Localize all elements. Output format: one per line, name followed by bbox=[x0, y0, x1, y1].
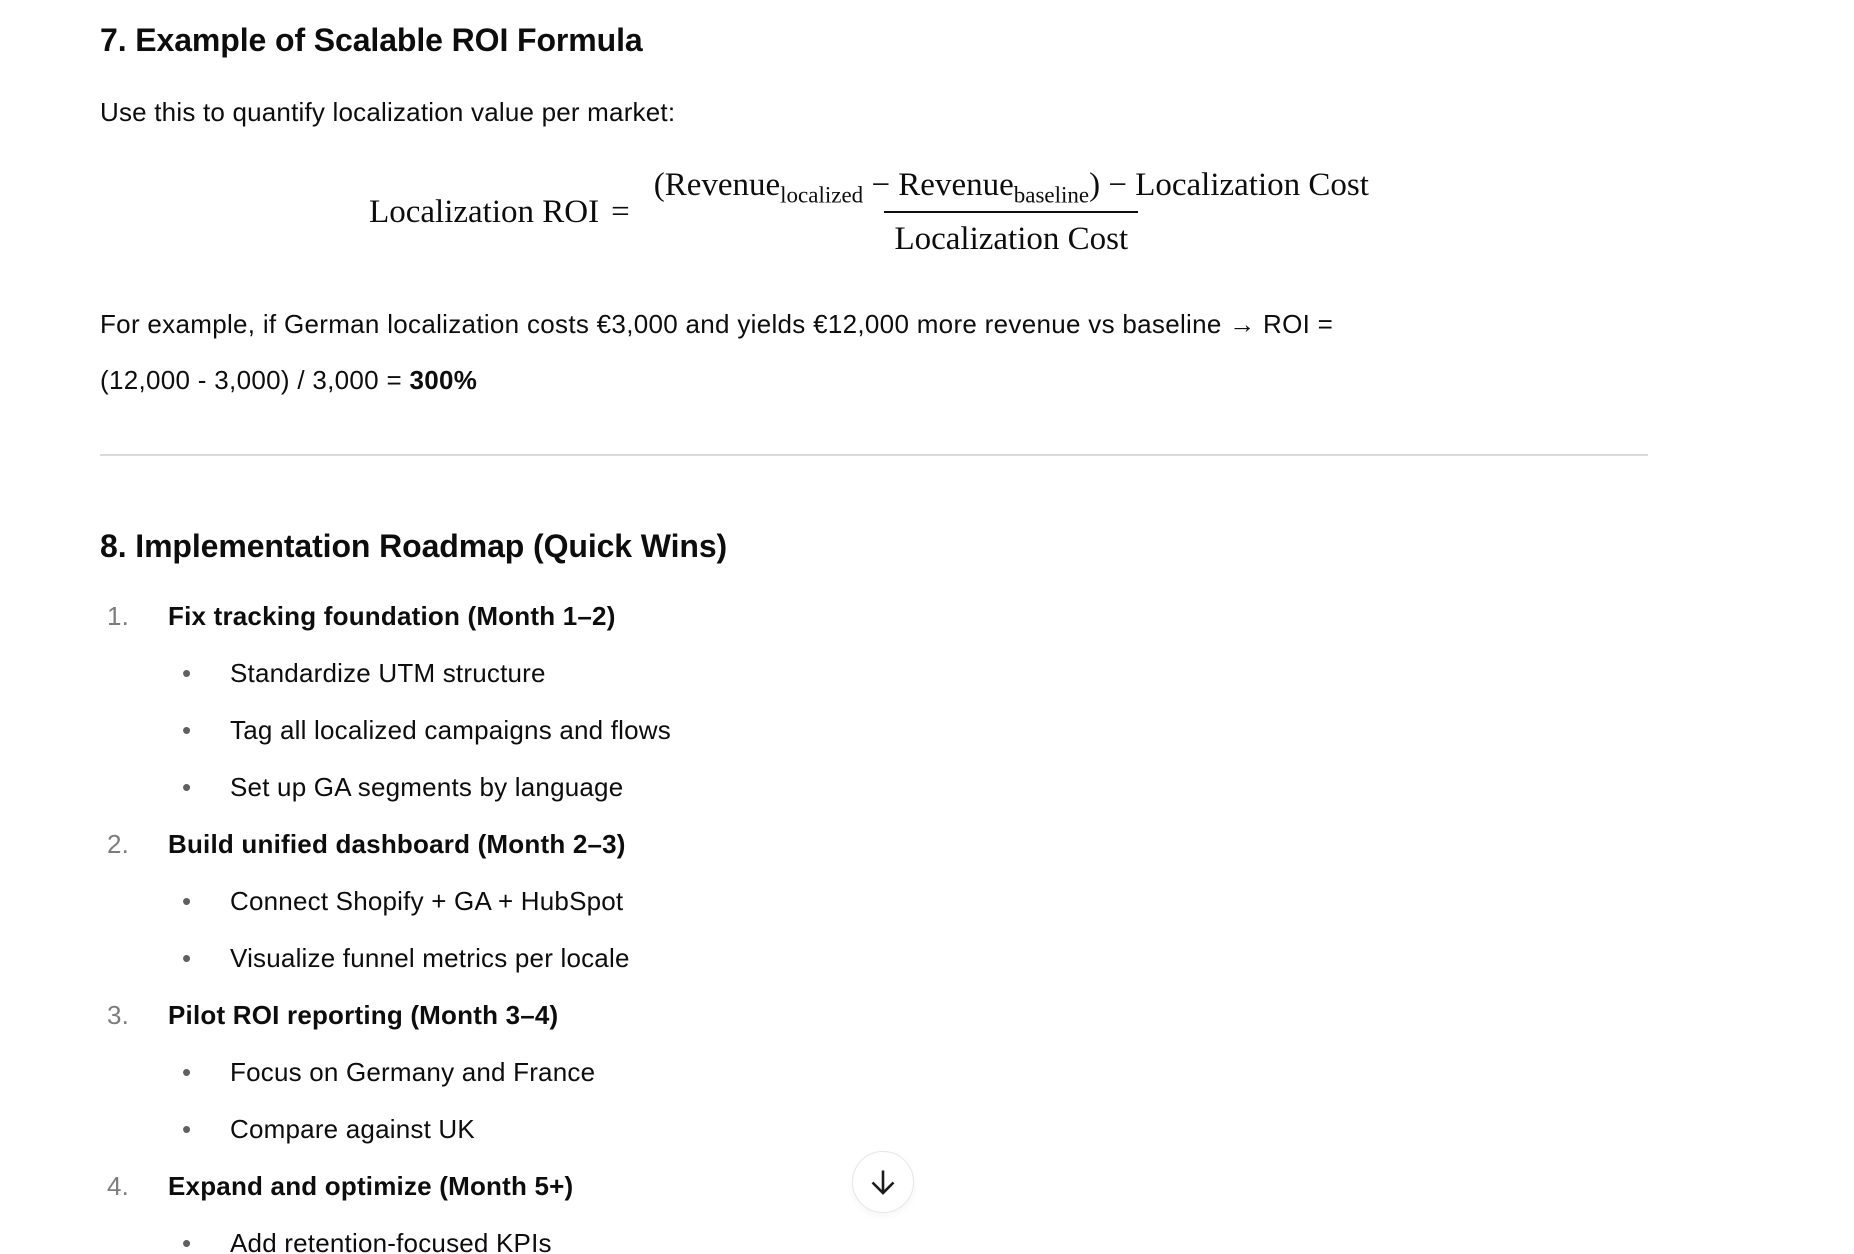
roadmap-item bbox=[100, 987, 1648, 1044]
section-7-heading: 7. Example of Scalable ROI Formula bbox=[100, 22, 643, 58]
roadmap-item-title: Expand and optimize (Month 5+) bbox=[168, 1171, 574, 1201]
roadmap-item-title: Pilot ROI reporting (Month 3–4) bbox=[168, 1000, 559, 1030]
roadmap-sub-item bbox=[100, 645, 1648, 702]
bullet-icon: • bbox=[182, 886, 192, 916]
subscript-baseline: baseline bbox=[1013, 182, 1090, 208]
roi-result-value: 300% bbox=[409, 365, 478, 395]
example-paragraph bbox=[100, 296, 1648, 408]
formula-denominator: Localization Cost bbox=[884, 211, 1138, 258]
formula-equals: = bbox=[611, 193, 630, 230]
section-7-intro: Use this to quantify localization value per market: bbox=[100, 97, 676, 127]
example-line2: (12,000 - 3,000) / 3,000 = 300% bbox=[100, 365, 478, 395]
bullet-icon: • bbox=[182, 1228, 192, 1254]
roadmap-sub-item-text: Compare against UK bbox=[230, 1114, 475, 1144]
roadmap-sub-item-text: Connect Shopify + GA + HubSpot bbox=[230, 886, 624, 916]
example-line1: For example, if German localization costs €3,000 and yields €12,000 more revenue vs baseline → ROI = bbox=[100, 309, 1334, 339]
bullet-icon: • bbox=[182, 715, 192, 745]
list-number: 3. bbox=[107, 1000, 130, 1030]
roi-formula bbox=[100, 166, 1648, 258]
roadmap-item-title: Build unified dashboard (Month 2–3) bbox=[168, 829, 626, 859]
roadmap-item-title: Fix tracking foundation (Month 1–2) bbox=[168, 601, 616, 631]
roadmap-sub-item-text: Visualize funnel metrics per locale bbox=[230, 943, 630, 973]
roadmap-sub-item-text: Standardize UTM structure bbox=[230, 658, 546, 688]
section-divider bbox=[100, 454, 1648, 456]
roadmap-sub-item bbox=[100, 873, 1648, 930]
roadmap-sub-item bbox=[100, 930, 1648, 987]
bullet-icon: • bbox=[182, 658, 192, 688]
list-number: 1. bbox=[107, 601, 130, 631]
roadmap-item bbox=[100, 816, 1648, 873]
roadmap-item bbox=[100, 588, 1648, 645]
formula-fraction bbox=[644, 166, 1379, 258]
formula-numerator: (Revenue$_{localized}$ − Revenue$_{baseline}$) − Localization Cost bbox=[653, 167, 1369, 208]
list-number: 2. bbox=[107, 829, 130, 859]
bullet-icon: • bbox=[182, 772, 192, 802]
roadmap-sub-item-text: Add retention-focused KPIs bbox=[230, 1228, 552, 1254]
roadmap-sub-item bbox=[100, 1215, 1648, 1254]
roadmap-sub-item bbox=[100, 759, 1648, 816]
arrow-down-icon bbox=[868, 1167, 898, 1197]
list-number: 4. bbox=[107, 1171, 130, 1201]
bullet-icon: • bbox=[182, 943, 192, 973]
bullet-icon: • bbox=[182, 1057, 192, 1087]
roadmap-sub-item-text: Focus on Germany and France bbox=[230, 1057, 596, 1087]
roadmap-sub-item bbox=[100, 702, 1648, 759]
bullet-icon: • bbox=[182, 1114, 192, 1144]
subscript-localized: localized bbox=[780, 182, 864, 208]
roadmap-sub-item bbox=[100, 1044, 1648, 1101]
roadmap-sub-item-text: Tag all localized campaigns and flows bbox=[230, 715, 671, 745]
scroll-to-bottom-button[interactable] bbox=[852, 1151, 914, 1213]
formula-lhs: Localization ROI = bbox=[369, 193, 630, 230]
roadmap-sub-item-text: Set up GA segments by language bbox=[230, 772, 624, 802]
roadmap-sub-item bbox=[100, 1101, 1648, 1158]
section-8-heading: 8. Implementation Roadmap (Quick Wins) bbox=[100, 528, 728, 564]
